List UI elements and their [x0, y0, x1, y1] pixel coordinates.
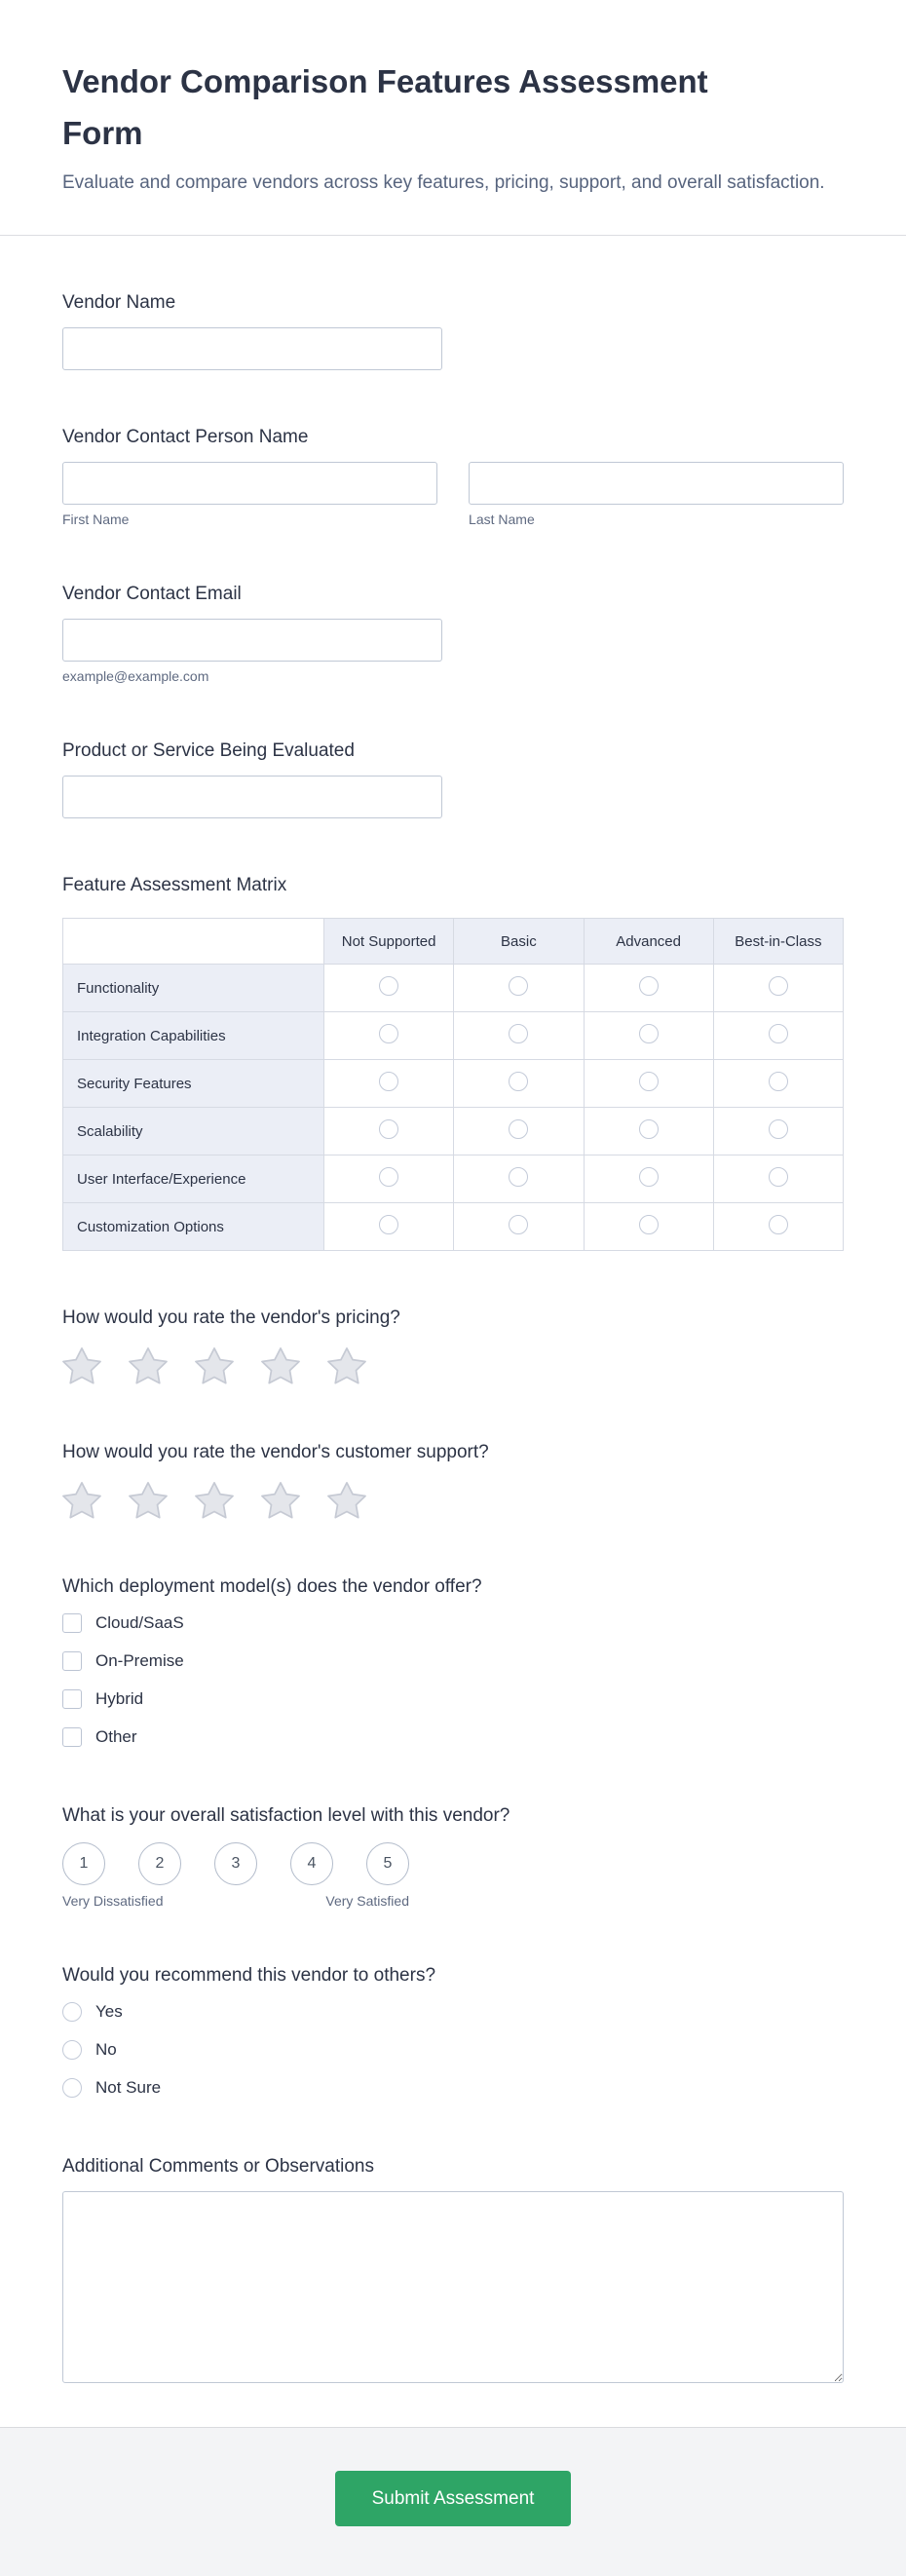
matrix-row-label: Customization Options	[63, 1203, 324, 1251]
scale-max-label: Very Satisfied	[325, 1893, 409, 1910]
matrix-radio[interactable]	[379, 1072, 398, 1091]
matrix-radio[interactable]	[379, 976, 398, 996]
question-pricing-rating	[62, 1307, 844, 1385]
matrix-radio[interactable]	[639, 1072, 659, 1091]
matrix-radio[interactable]	[379, 1167, 398, 1187]
feature-matrix-table	[62, 918, 844, 1251]
form-footer	[0, 2427, 906, 2576]
scale-option-1[interactable]: 1	[62, 1842, 105, 1885]
matrix-radio[interactable]	[509, 976, 528, 996]
question-feature-matrix	[62, 875, 844, 1251]
submit-button[interactable]: Submit Assessment	[335, 2471, 572, 2526]
support-stars	[62, 1481, 844, 1520]
matrix-col-header-basic: Basic	[454, 919, 584, 965]
matrix-radio[interactable]	[639, 1024, 659, 1043]
star-icon[interactable]	[327, 1481, 366, 1520]
last-name-sublabel: Last Name	[469, 511, 535, 528]
deployment-options	[62, 1611, 844, 1749]
matrix-radio[interactable]	[639, 1119, 659, 1139]
matrix-radio[interactable]	[509, 1215, 528, 1234]
matrix-row-customization	[63, 1203, 844, 1251]
first-name-input[interactable]	[62, 462, 437, 505]
checkbox-option-on-premise[interactable]	[62, 1649, 844, 1673]
question-contact-email	[62, 584, 844, 684]
question-contact-person	[62, 427, 844, 527]
star-icon[interactable]	[261, 1346, 300, 1385]
matrix-row-integration	[63, 1012, 844, 1060]
matrix-radio[interactable]	[379, 1215, 398, 1234]
feature-matrix-wrap	[62, 918, 844, 1251]
matrix-radio[interactable]	[379, 1024, 398, 1043]
radio-label: Yes	[95, 2002, 123, 2022]
last-name-col	[469, 462, 844, 527]
question-recommend	[62, 1965, 844, 2100]
matrix-radio[interactable]	[509, 1119, 528, 1139]
matrix-col-header-advanced: Advanced	[584, 919, 713, 965]
scale-option-3[interactable]: 3	[214, 1842, 257, 1885]
satisfaction-scale-labels	[62, 1893, 409, 1909]
checkbox-option-cloud-saas[interactable]	[62, 1611, 844, 1635]
matrix-row-label: Integration Capabilities	[63, 1012, 324, 1060]
last-name-input[interactable]	[469, 462, 844, 505]
star-icon[interactable]	[62, 1346, 101, 1385]
star-icon[interactable]	[129, 1346, 168, 1385]
matrix-row-functionality	[63, 965, 844, 1012]
matrix-row-label: Functionality	[63, 965, 324, 1012]
matrix-radio[interactable]	[509, 1072, 528, 1091]
question-comments	[62, 2156, 844, 2388]
matrix-radio[interactable]	[639, 1167, 659, 1187]
matrix-radio[interactable]	[769, 1167, 788, 1187]
matrix-radio[interactable]	[769, 1119, 788, 1139]
form-header	[0, 0, 906, 236]
matrix-radio[interactable]	[379, 1119, 398, 1139]
product-label: Product or Service Being Evaluated	[62, 740, 355, 762]
matrix-row-label: Scalability	[63, 1108, 324, 1155]
satisfaction-label: What is your overall satisfaction level with this vendor?	[62, 1805, 510, 1827]
matrix-header-row	[63, 919, 844, 965]
matrix-radio[interactable]	[509, 1024, 528, 1043]
radio-option-not-sure[interactable]	[62, 2076, 844, 2100]
first-name-col	[62, 462, 437, 527]
checkbox-label: On-Premise	[95, 1651, 184, 1671]
checkbox-option-hybrid[interactable]	[62, 1687, 844, 1711]
radio-label: No	[95, 2040, 117, 2060]
name-row	[62, 462, 844, 527]
recommend-label: Would you recommend this vendor to others?	[62, 1965, 436, 1987]
star-icon[interactable]	[195, 1346, 234, 1385]
scale-option-2[interactable]: 2	[138, 1842, 181, 1885]
form-title: Vendor Comparison Features Assessment Form	[62, 63, 708, 151]
pricing-rating-label: How would you rate the vendor's pricing?	[62, 1307, 400, 1329]
star-icon[interactable]	[62, 1481, 101, 1520]
star-icon[interactable]	[129, 1481, 168, 1520]
comments-label: Additional Comments or Observations	[62, 2156, 374, 2178]
contact-email-input[interactable]	[62, 619, 442, 662]
radio[interactable]	[62, 2040, 82, 2060]
question-support-rating	[62, 1442, 844, 1520]
checkbox-label: Cloud/SaaS	[95, 1613, 184, 1633]
recommend-options	[62, 2000, 844, 2100]
radio[interactable]	[62, 2078, 82, 2098]
question-satisfaction	[62, 1805, 844, 1909]
radio-option-no[interactable]	[62, 2038, 844, 2062]
checkbox-label: Other	[95, 1727, 137, 1747]
vendor-name-label: Vendor Name	[62, 292, 176, 314]
matrix-row-ui-ux	[63, 1155, 844, 1203]
radio-option-yes[interactable]	[62, 2000, 844, 2024]
checkbox[interactable]	[62, 1613, 82, 1633]
checkbox[interactable]	[62, 1651, 82, 1671]
question-deployment	[62, 1576, 844, 1749]
star-icon[interactable]	[195, 1481, 234, 1520]
matrix-corner-cell	[63, 919, 324, 965]
contact-email-label: Vendor Contact Email	[62, 584, 242, 605]
star-icon[interactable]	[327, 1346, 366, 1385]
matrix-row-label: User Interface/Experience	[63, 1155, 324, 1203]
matrix-row-label: Security Features	[63, 1060, 324, 1108]
vendor-name-input[interactable]	[62, 327, 442, 370]
form-subtitle: Evaluate and compare vendors across key features, pricing, support, and overall satisfaction.	[62, 171, 825, 193]
scale-min-label: Very Dissatisfied	[62, 1893, 164, 1910]
matrix-col-header-best-in-class: Best-in-Class	[713, 919, 843, 965]
feature-matrix-label: Feature Assessment Matrix	[62, 875, 287, 896]
contact-email-sublabel: example@example.com	[62, 668, 209, 685]
question-vendor-name	[62, 292, 844, 370]
scale-option-4[interactable]: 4	[290, 1842, 333, 1885]
satisfaction-scale	[62, 1842, 844, 1885]
checkbox[interactable]	[62, 1689, 82, 1709]
matrix-radio[interactable]	[639, 1215, 659, 1234]
radio-label: Not Sure	[95, 2078, 162, 2098]
pricing-stars	[62, 1346, 844, 1385]
contact-person-label: Vendor Contact Person Name	[62, 427, 309, 448]
checkbox[interactable]	[62, 1727, 82, 1747]
support-rating-label: How would you rate the vendor's customer support?	[62, 1442, 489, 1463]
question-product	[62, 740, 844, 818]
matrix-radio[interactable]	[769, 976, 788, 996]
checkbox-label: Hybrid	[95, 1689, 144, 1709]
deployment-label: Which deployment model(s) does the vendor offer?	[62, 1576, 482, 1598]
matrix-radio[interactable]	[769, 1072, 788, 1091]
first-name-sublabel: First Name	[62, 511, 130, 528]
star-icon[interactable]	[261, 1481, 300, 1520]
matrix-radio[interactable]	[509, 1167, 528, 1187]
radio[interactable]	[62, 2002, 82, 2022]
matrix-radio[interactable]	[639, 976, 659, 996]
comments-textarea[interactable]	[62, 2191, 844, 2383]
matrix-radio[interactable]	[769, 1215, 788, 1234]
matrix-row-security	[63, 1060, 844, 1108]
product-input[interactable]	[62, 776, 442, 818]
matrix-row-scalability	[63, 1108, 844, 1155]
scale-option-5[interactable]: 5	[366, 1842, 409, 1885]
form-body	[0, 236, 906, 2427]
checkbox-option-other[interactable]	[62, 1725, 844, 1749]
matrix-radio[interactable]	[769, 1024, 788, 1043]
matrix-col-header-not-supported: Not Supported	[324, 919, 454, 965]
